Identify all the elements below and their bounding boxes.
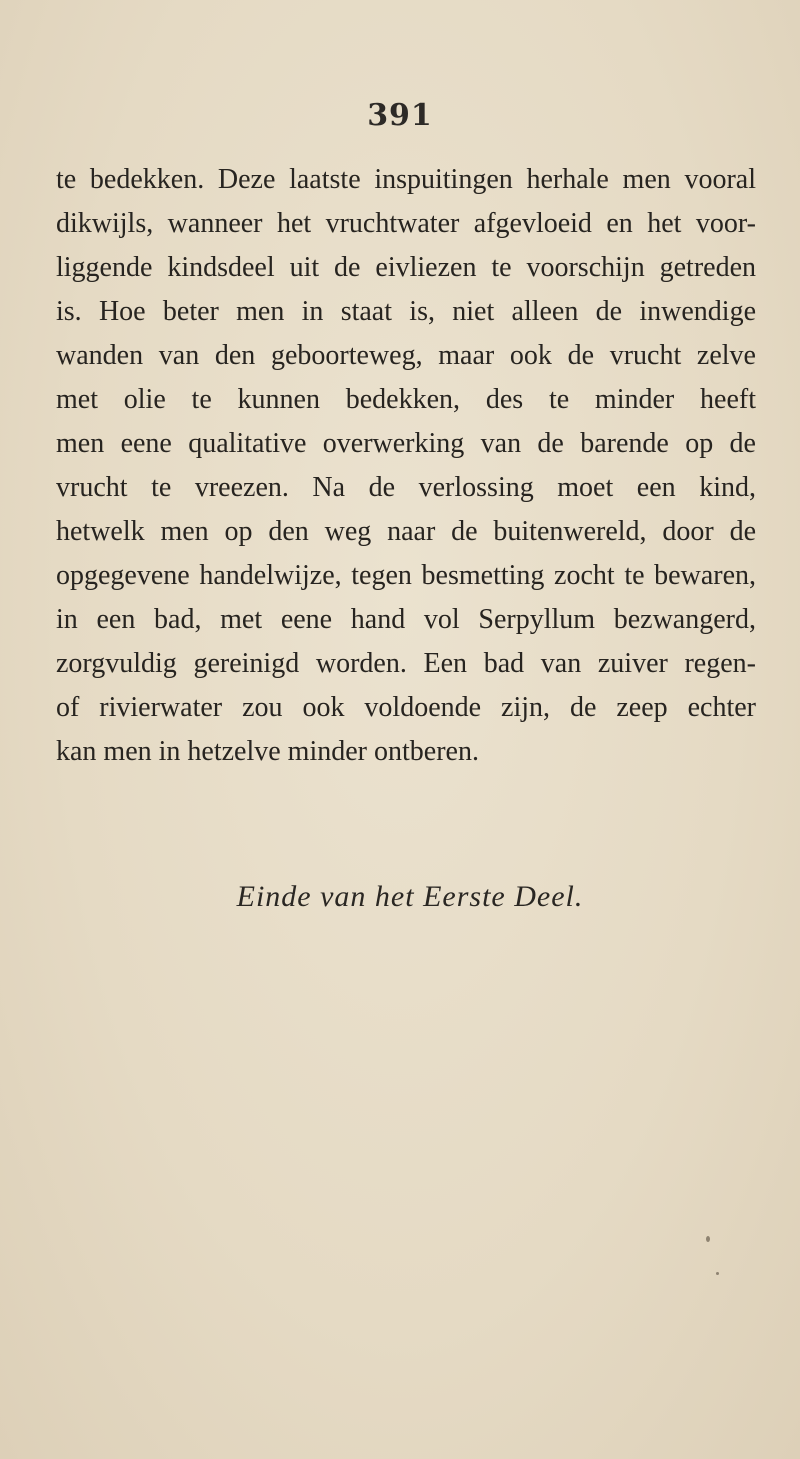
text-line: liggende kindsdeel uit de eivliezen te voorschijn getreden — [56, 252, 756, 283]
text-line: vrucht te vreezen. Na de verlossing moet een kind, — [56, 472, 756, 503]
text-line: in een bad, met eene hand vol Serpyllum bezwangerd, — [56, 604, 756, 635]
text-line: met olie te kunnen bedekken, des te minder heeft — [56, 384, 756, 415]
text-line: te bedekken. Deze laatste inspuitingen herhale men vooral — [56, 164, 756, 195]
text-line: wanden van den geboorteweg, maar ook de vrucht zelve — [56, 340, 756, 371]
text-line: men eene qualitative overwerking van de barende op de — [56, 428, 756, 459]
page-number: 391 — [367, 98, 433, 133]
paper-speck — [716, 1272, 719, 1275]
text-line: zorgvuldig gereinigd worden. Een bad van zuiver regen- — [56, 648, 756, 679]
paper-speck — [706, 1236, 710, 1242]
text-line: opgegevene handelwijze, tegen besmetting zocht te bewaren, — [56, 560, 756, 591]
text-line: kan men in hetzelve minder ontberen. — [56, 736, 479, 767]
closing-line: Einde van het Eerste Deel. — [236, 880, 584, 913]
text-line: dikwijls, wanneer het vruchtwater afgevloeid en het voor- — [56, 208, 756, 239]
text-line: of rivierwater zou ook voldoende zijn, de zeep echter — [56, 692, 756, 723]
text-line: is. Hoe beter men in staat is, niet alleen de inwendige — [56, 296, 756, 327]
text-line: hetwelk men op den weg naar de buitenwereld, door de — [56, 516, 756, 547]
body-text — [56, 158, 756, 774]
